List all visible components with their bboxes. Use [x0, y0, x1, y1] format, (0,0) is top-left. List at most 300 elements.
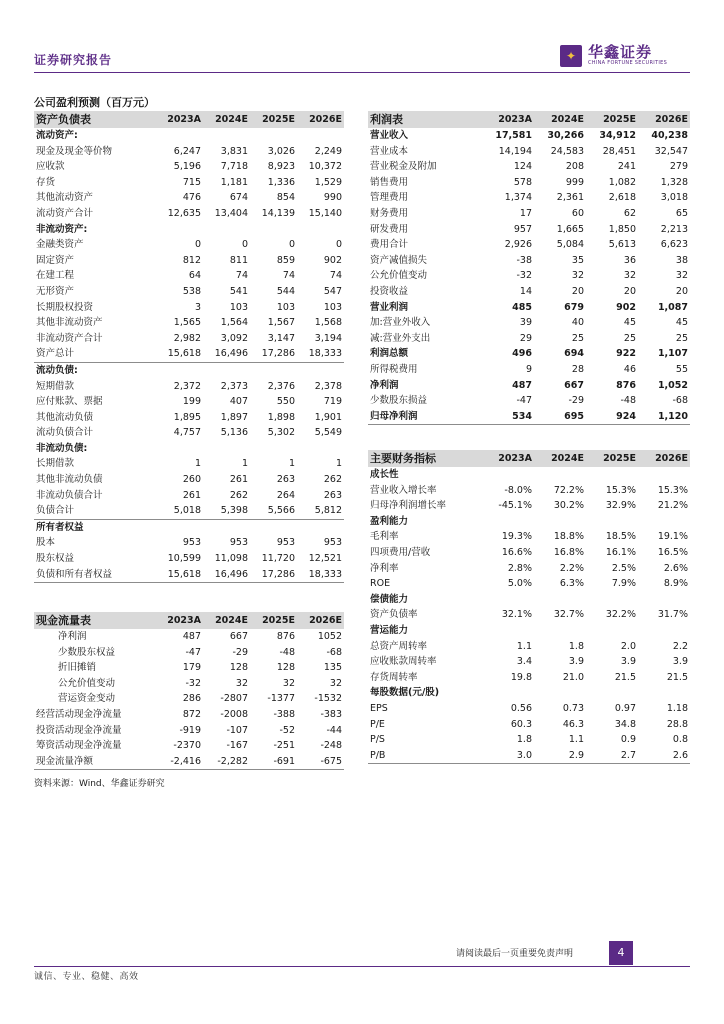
row-label: 存货周转率	[370, 671, 418, 683]
column-header: 2024E	[534, 450, 586, 467]
row-value: 74	[329, 270, 342, 282]
table-title: 主要财务指标	[368, 450, 482, 467]
row-value: 1,336	[267, 176, 295, 188]
row-value: 15,618	[156, 346, 203, 362]
column-header: 2025E	[586, 450, 638, 467]
table-row	[368, 378, 690, 394]
row-label: 研发费用	[370, 223, 409, 235]
row-value: -32	[185, 677, 201, 689]
table-row	[368, 514, 690, 530]
row-value: 5,136	[220, 427, 248, 439]
row-value: 286	[182, 693, 201, 705]
row-value	[534, 514, 586, 530]
row-value	[297, 519, 344, 535]
row-value: 679	[564, 301, 584, 313]
row-value: 45	[675, 317, 688, 329]
row-value	[482, 685, 534, 701]
row-value: 2,982	[173, 332, 201, 344]
table-row	[34, 503, 344, 519]
row-label: 投资活动现金净流量	[36, 724, 122, 736]
table-row	[368, 409, 690, 425]
row-value: 262	[323, 474, 342, 486]
row-value: 854	[276, 192, 295, 204]
income-statement-table	[368, 111, 690, 425]
key-indicators-table	[368, 450, 690, 764]
row-value	[482, 592, 534, 608]
row-value	[534, 623, 586, 639]
row-label: 费用合计	[370, 239, 409, 251]
row-value: 872	[182, 708, 201, 720]
row-value: 32	[675, 270, 688, 282]
row-value: 15,618	[156, 567, 203, 583]
row-value: 2,249	[314, 145, 342, 157]
row-label: P/B	[368, 748, 482, 764]
row-label: 在建工程	[36, 270, 75, 282]
row-label: 非流动负债:	[36, 442, 88, 454]
table-row	[368, 175, 690, 191]
row-value: 0.97	[614, 702, 636, 714]
row-value: 15.3%	[605, 484, 636, 496]
row-value: -383	[320, 708, 342, 720]
column-header: 2026E	[297, 111, 344, 128]
row-value: 25	[571, 332, 584, 344]
row-value: -48	[279, 646, 295, 658]
row-value: -919	[179, 724, 201, 736]
row-label: 资产总计	[34, 346, 156, 362]
row-label: 财务费用	[370, 207, 409, 219]
row-label: 所得税费用	[370, 363, 418, 375]
row-value: 1.8	[516, 734, 532, 746]
row-value: 3,026	[267, 145, 295, 157]
row-value: 28,451	[602, 145, 636, 157]
row-value: 1.1	[568, 734, 584, 746]
forecast-title: 公司盈利预测（百万元）	[34, 96, 155, 109]
row-value: 9	[525, 363, 532, 375]
table-row	[368, 732, 690, 748]
table-row	[368, 467, 690, 483]
row-value: 1,087	[657, 301, 688, 313]
row-value: 64	[188, 270, 201, 282]
row-value: 12,521	[308, 553, 342, 565]
row-value: 0.56	[510, 702, 532, 714]
row-label: 流动负债合计	[36, 427, 94, 439]
table-row	[368, 253, 690, 269]
row-value: 2.6	[638, 748, 690, 764]
row-label: 毛利率	[370, 531, 399, 543]
row-value	[297, 441, 344, 457]
table-row	[368, 362, 690, 378]
row-value: 999	[565, 176, 584, 188]
row-value: 924	[586, 409, 638, 425]
row-value	[203, 222, 250, 238]
row-label: 金融类资产	[36, 239, 84, 251]
row-value: 17,581	[495, 130, 532, 141]
table-row	[368, 300, 690, 316]
row-value: 547	[323, 285, 342, 297]
row-label: 应收款	[36, 161, 65, 173]
row-value: 876	[616, 379, 636, 391]
column-header: 2026E	[638, 111, 690, 128]
table-row	[34, 754, 344, 770]
row-value: 3,194	[314, 332, 342, 344]
row-value: -8.0%	[504, 484, 532, 496]
row-value: 1,895	[173, 411, 201, 423]
row-value: 29	[519, 332, 532, 344]
page-number: 4	[609, 941, 633, 965]
table-header-row	[34, 612, 344, 629]
row-value: 578	[513, 176, 532, 188]
table-row	[368, 498, 690, 514]
row-value: 6.3%	[559, 578, 584, 590]
row-value	[203, 519, 250, 535]
table-row	[368, 393, 690, 409]
row-value: -107	[226, 724, 248, 736]
row-value: 476	[182, 192, 201, 204]
row-value: 32	[235, 677, 248, 689]
row-value: 6,623	[660, 239, 688, 251]
table-row	[368, 576, 690, 592]
row-value: 74	[282, 270, 295, 282]
table-row	[368, 561, 690, 577]
row-value: 32.1%	[501, 609, 532, 621]
row-value: 2,376	[267, 380, 295, 392]
row-value: 36	[623, 254, 636, 266]
row-value: 2,372	[173, 380, 201, 392]
table-row	[34, 738, 344, 754]
row-value: 32,547	[654, 145, 688, 157]
row-value: 3,831	[220, 145, 248, 157]
column-header: 2023A	[482, 111, 534, 128]
row-value	[156, 519, 203, 535]
row-value: 72.2%	[553, 484, 584, 496]
row-value: 16.5%	[657, 546, 688, 558]
table-row	[34, 551, 344, 567]
row-value: -29	[232, 646, 248, 658]
row-value: -2370	[173, 740, 201, 752]
row-label: 长期股权投资	[36, 301, 94, 313]
row-value: 21.5	[666, 671, 688, 683]
row-value	[156, 222, 203, 238]
row-value: 1,567	[267, 317, 295, 329]
cash-flow-table	[34, 612, 344, 770]
row-value: 5,196	[173, 161, 201, 173]
table-row	[368, 748, 690, 764]
row-value: 241	[617, 161, 636, 173]
row-value	[250, 222, 297, 238]
table-row	[34, 346, 344, 362]
row-value: -38	[516, 254, 532, 266]
column-header: 2026E	[638, 450, 690, 467]
company-logo	[560, 44, 667, 67]
row-value: 2,361	[556, 192, 584, 204]
footer-divider	[34, 966, 690, 967]
table-row	[368, 315, 690, 331]
row-value: 263	[276, 474, 295, 486]
row-value: 1,568	[314, 317, 342, 329]
column-header: 2025E	[586, 111, 638, 128]
row-value: -47	[516, 395, 532, 407]
row-value	[203, 128, 250, 144]
row-value: 11,098	[214, 553, 248, 565]
table-row	[368, 268, 690, 284]
column-header: 2025E	[250, 111, 297, 128]
column-header: 2024E	[203, 111, 250, 128]
row-label: 筹资活动现金净流量	[36, 740, 122, 752]
row-value	[638, 514, 690, 530]
row-value: 2.9	[534, 748, 586, 764]
row-value: 859	[276, 254, 295, 266]
row-value: 24,583	[550, 145, 584, 157]
table-row	[34, 331, 344, 347]
table-row	[34, 159, 344, 175]
row-value: 6,247	[173, 145, 201, 157]
row-value: -2,282	[203, 754, 250, 770]
row-value: 1.1	[516, 640, 532, 652]
row-value	[250, 128, 297, 144]
row-value: 5.0%	[507, 578, 532, 590]
row-value: 32.9%	[605, 500, 636, 512]
row-value: 2.0	[620, 640, 636, 652]
row-label: 公允价值变动	[58, 677, 116, 689]
table-row	[34, 206, 344, 222]
row-value: -2807	[220, 693, 248, 705]
table-row	[368, 592, 690, 608]
row-value	[586, 623, 638, 639]
row-value: 261	[229, 474, 248, 486]
row-value: -29	[568, 395, 584, 407]
row-value: 34.8	[614, 718, 636, 730]
row-value: 30,266	[547, 130, 584, 141]
row-value: 128	[229, 662, 248, 674]
table-row	[34, 425, 344, 441]
table-row	[368, 607, 690, 623]
row-value: 1,082	[608, 176, 636, 188]
row-label: 流动资产:	[36, 130, 78, 141]
row-value	[586, 467, 638, 483]
row-value: 1,052	[657, 379, 688, 391]
row-value: -44	[326, 724, 342, 736]
row-label: 流动资产合计	[36, 207, 94, 219]
row-value: 1,898	[267, 411, 295, 423]
row-value: 7,718	[220, 161, 248, 173]
row-value: 124	[513, 161, 532, 173]
row-label: 存货	[36, 176, 56, 188]
table-row	[34, 676, 344, 692]
table-row	[368, 206, 690, 222]
table-row	[34, 284, 344, 300]
row-label: 减:营业外支出	[370, 332, 431, 344]
table-row	[368, 331, 690, 347]
row-value: 14	[519, 285, 532, 297]
table-row	[34, 645, 344, 661]
table-row	[368, 529, 690, 545]
row-label: 经营活动现金净流量	[36, 708, 122, 720]
row-value: 262	[229, 489, 248, 501]
row-value: 1	[194, 458, 201, 470]
row-value: 3,147	[267, 332, 295, 344]
row-label: 股东权益	[36, 553, 75, 565]
table-row	[368, 346, 690, 362]
row-value: 261	[182, 489, 201, 501]
row-label: 归母净利润增长率	[370, 500, 447, 512]
row-value: 38	[675, 254, 688, 266]
row-value	[156, 441, 203, 457]
row-label: 少数股东损益	[370, 395, 428, 407]
row-value: 25	[623, 332, 636, 344]
row-value: 3,092	[220, 332, 248, 344]
row-value: 3.4	[516, 656, 532, 668]
row-value: 3,018	[660, 192, 688, 204]
row-label: 盈利能力	[370, 515, 409, 527]
row-label: 成长性	[370, 469, 399, 480]
row-value: 550	[276, 396, 295, 408]
row-value: 46	[623, 363, 636, 375]
table-row	[34, 629, 344, 645]
table-row	[368, 190, 690, 206]
row-value: 2.2	[672, 640, 688, 652]
row-value	[534, 467, 586, 483]
row-value: 1.8	[568, 640, 584, 652]
row-label: 加:营业外收入	[370, 317, 431, 329]
row-label: P/S	[370, 734, 385, 746]
row-value: 2,618	[608, 192, 636, 204]
table-row	[368, 159, 690, 175]
row-value: -32	[516, 270, 532, 282]
table-header-row	[368, 450, 690, 467]
row-value: 25	[675, 332, 688, 344]
row-label: 其他流动负债	[36, 411, 94, 423]
row-value	[250, 441, 297, 457]
row-value: 2,213	[660, 223, 688, 235]
row-value	[482, 467, 534, 483]
row-value: 953	[229, 537, 248, 549]
table-row	[34, 175, 344, 191]
row-value: 487	[512, 379, 532, 391]
row-label: 非流动资产合计	[36, 332, 103, 344]
row-value: 16.8%	[553, 546, 584, 558]
row-value: 0	[194, 239, 201, 251]
row-value: -48	[620, 395, 636, 407]
table-row	[368, 639, 690, 655]
row-value: 135	[323, 662, 342, 674]
row-label: 营业税金及附加	[370, 161, 437, 173]
row-value: 32	[623, 270, 636, 282]
row-label: 股本	[36, 537, 56, 549]
row-value: 1,850	[608, 223, 636, 235]
row-value	[586, 685, 638, 701]
column-header: 2024E	[203, 612, 250, 629]
row-value: 2,378	[314, 380, 342, 392]
row-value: 7.9%	[611, 578, 636, 590]
row-value: 1,181	[220, 176, 248, 188]
row-value: 1	[335, 458, 342, 470]
row-value: 34,912	[599, 130, 636, 141]
row-value: 3	[194, 301, 201, 313]
table-title: 现金流量表	[34, 612, 156, 629]
disclaimer-note: 请阅读最后一页重要免责声明	[456, 949, 574, 959]
column-header: 2023A	[482, 450, 534, 467]
table-row	[34, 707, 344, 723]
row-value	[156, 362, 203, 378]
row-value	[586, 592, 638, 608]
row-value: 46.3	[562, 718, 584, 730]
row-label: 投资收益	[370, 285, 409, 297]
row-label: 总资产周转率	[370, 640, 428, 652]
row-value: 538	[182, 285, 201, 297]
row-value	[297, 362, 344, 378]
row-value: 0.73	[562, 702, 584, 714]
row-value: 902	[616, 301, 636, 313]
row-label: 无形资产	[36, 285, 75, 297]
row-label: 现金及现金等价物	[36, 145, 113, 157]
row-value: 1,529	[314, 176, 342, 188]
row-value: 74	[235, 270, 248, 282]
row-value: 128	[276, 662, 295, 674]
row-label: 四项费用/营收	[370, 546, 431, 558]
row-value: 60	[571, 207, 584, 219]
row-value: 5,084	[556, 239, 584, 251]
row-value: 1,665	[556, 223, 584, 235]
row-label: ROE	[370, 578, 391, 590]
table-row	[34, 660, 344, 676]
row-value: 32.7%	[553, 609, 584, 621]
row-value: 13,404	[214, 207, 248, 219]
row-value: 18.8%	[553, 531, 584, 543]
row-value: 60.3	[510, 718, 532, 730]
row-value: -675	[297, 754, 344, 770]
hx-logo-icon: ✦	[560, 45, 582, 67]
row-value: 15.3%	[657, 484, 688, 496]
row-value: 922	[616, 348, 636, 360]
row-value	[250, 519, 297, 535]
table-row	[34, 488, 344, 504]
row-value: 39	[519, 317, 532, 329]
row-value: 40,238	[651, 130, 688, 141]
row-value	[534, 592, 586, 608]
row-label: 短期借款	[36, 380, 75, 392]
row-value	[638, 623, 690, 639]
row-value	[638, 685, 690, 701]
column-header: 2023A	[156, 111, 203, 128]
row-value: 1,901	[314, 411, 342, 423]
row-label: 净利润	[370, 379, 399, 391]
row-value: 2.5%	[611, 562, 636, 574]
row-value: 103	[276, 301, 295, 313]
row-value: 55	[675, 363, 688, 375]
row-label: 净利率	[370, 562, 399, 574]
row-value: 18,333	[297, 567, 344, 583]
row-value: 14,194	[498, 145, 532, 157]
row-label: 非流动资产:	[36, 223, 88, 235]
row-value: 21.2%	[657, 500, 688, 512]
table-row	[34, 723, 344, 739]
row-label: 应收账款周转率	[370, 656, 437, 668]
row-value	[638, 592, 690, 608]
table-row	[368, 654, 690, 670]
row-value: 15,140	[308, 207, 342, 219]
row-value: 32	[571, 270, 584, 282]
row-value: 21.0	[562, 671, 584, 683]
row-value: 5,302	[267, 427, 295, 439]
row-value: 10,372	[308, 161, 342, 173]
column-header: 2025E	[250, 612, 297, 629]
row-value: -1377	[267, 693, 295, 705]
row-value: 667	[229, 631, 248, 642]
row-value: 199	[182, 396, 201, 408]
table-header-row	[368, 111, 690, 128]
row-value: 2.8%	[507, 562, 532, 574]
row-value: 5,398	[203, 503, 250, 519]
